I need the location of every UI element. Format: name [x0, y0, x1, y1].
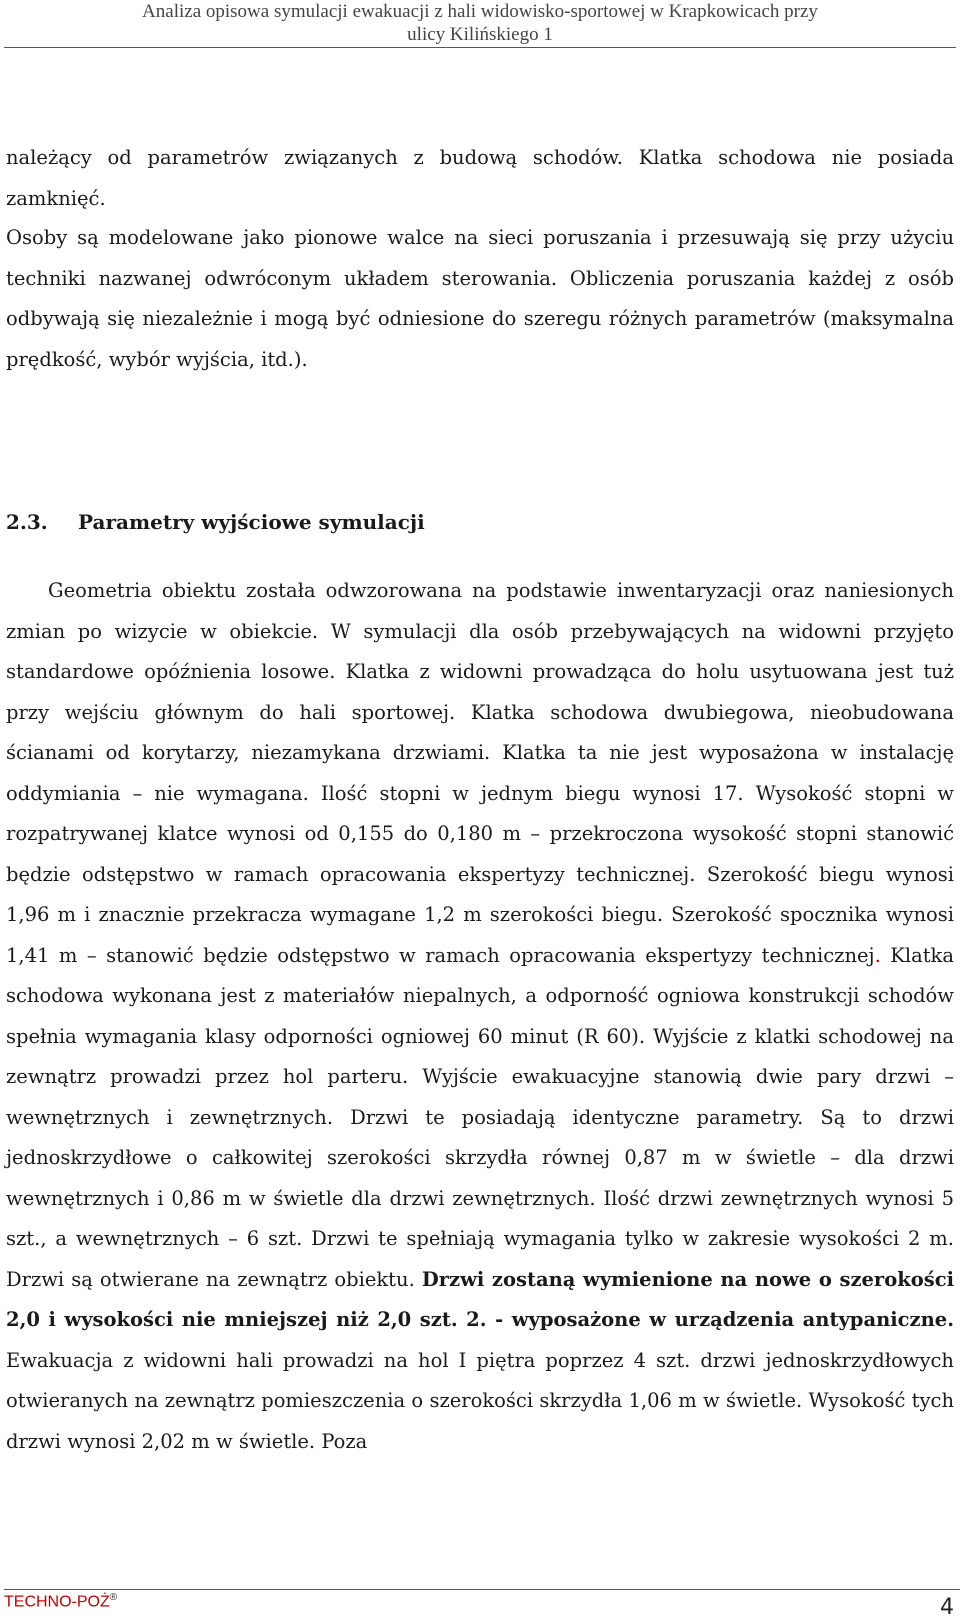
- footer-divider: [4, 1589, 960, 1590]
- header-title-line2: ulicy Kilińskiego 1: [407, 24, 553, 45]
- footer-brand: [4, 1592, 117, 1611]
- paragraph-stairs-continued: należący od parametrów związanych z budową schodów. Klatka schodowa nie posiada zamknięć.: [6, 146, 954, 210]
- section-heading: [6, 510, 425, 534]
- paragraph-people-modeling: Osoby są modelowane jako pionowe walce na sieci poruszania i przesuwają się przy użyciu techniki nazwanej odwróconym układem sterowania. Obliczenia poruszania każdej z osób odbywają się niezależnie i mogą być odniesione do szeregu różnych parametrów (maksymalna prędkość, wybór wyjścia, itd.).: [6, 226, 954, 371]
- paragraph-text-part2: Klatka schodowa wykonana jest z materiałów niepalnych, a odporność ogniowa konstrukcji schodów spełnia wymagania klasy odporności ogniowej 60 minut (R 60). Wyjście z klatki schodowej na zewnątrz prowadzi przez hol parteru. Wyjście ewakuacyjne stanowią dwie pary drzwi – wewnętrznych i zewnętrznych. Drzwi te posiadają identyczne parametry. Są to drzwi jednoskrzydłowe o całkowitej szerokości skrzydła równej 0,87 m w świetle – dla drzwi wewnętrznych i 0,86 m w świetle dla drzwi zewnętrznych. Ilość drzwi zewnętrznych wynosi 5 szt., a wewnętrznych – 6 szt. Drzwi te spełniają wymagania tylko w zakresie wysokości 2 m. Drzwi są otwierane na zewnątrz obiektu.: [6, 943, 954, 1291]
- footer-brand-name: TECHNO-POŻ: [4, 1593, 110, 1611]
- header-title-line1: Analiza opisowa symulacji ewakuacji z hali widowisko-sportowej w Krapkowicach przy: [142, 1, 818, 22]
- page-number: 4: [940, 1595, 954, 1620]
- paragraph-bold-requirement: Drzwi zostaną wymienione na nowe o szerokości 2,0 i wysokości nie mniejszej niż 2,0 szt. 2. - wyposażone w urządzenia antypaniczne.: [6, 1267, 954, 1331]
- page-header: [0, 0, 960, 46]
- section-number: 2.3.: [6, 510, 48, 534]
- section-title: Parametry wyjściowe symulacji: [78, 510, 425, 534]
- paragraph-simulation-parameters: [6, 571, 954, 1462]
- red-period-mark: .: [874, 943, 881, 967]
- header-divider: [4, 47, 956, 48]
- paragraph-text-part3: Ewakuacja z widowni hali prowadzi na hol I piętra poprzez 4 szt. drzwi jednoskrzydłowych otwieranych na zewnątrz pomieszczenia o szerokości skrzydła 1,06 m w świetle. Wysokość tych drzwi wynosi 2,02 m w świetle. Poza: [6, 1348, 954, 1453]
- paragraph-first-word: Geometria: [48, 579, 152, 602]
- registered-mark: ®: [109, 1592, 118, 1603]
- paragraph-text-part1: obiektu została odwzorowana na podstawie inwentaryzacji oraz naniesionych zmian po wizycie w obiekcie. W symulacji dla osób przebywających na widowni przyjęto standardowe opóźnienia losowe. Klatka z widowni prowadząca do holu usytuowana jest tuż przy wejściu głównym do hali sportowej. Klatka schodowa dwubiegowa, nieobudowana ścianami od korytarzy, niezamykana drzwiami. Klatka ta nie jest wyposażona w instalację oddymiania – nie wymagana. Ilość stopni w jednym biegu wynosi 17. Wysokość stopni w rozpatrywanej klatce wynosi od 0,155 do 0,180 m – przekroczona wysokość stopni stanowić będzie odstępstwo w ramach opracowania ekspertyzy technicznej. Szerokość biegu wynosi 1,96 m i znacznie przekracza wymagane 1,2 m szerokości biegu. Szerokość spocznika wynosi 1,41 m – stanowić będzie odstępstwo w ramach opracowania ekspertyzy technicznej: [6, 579, 954, 967]
